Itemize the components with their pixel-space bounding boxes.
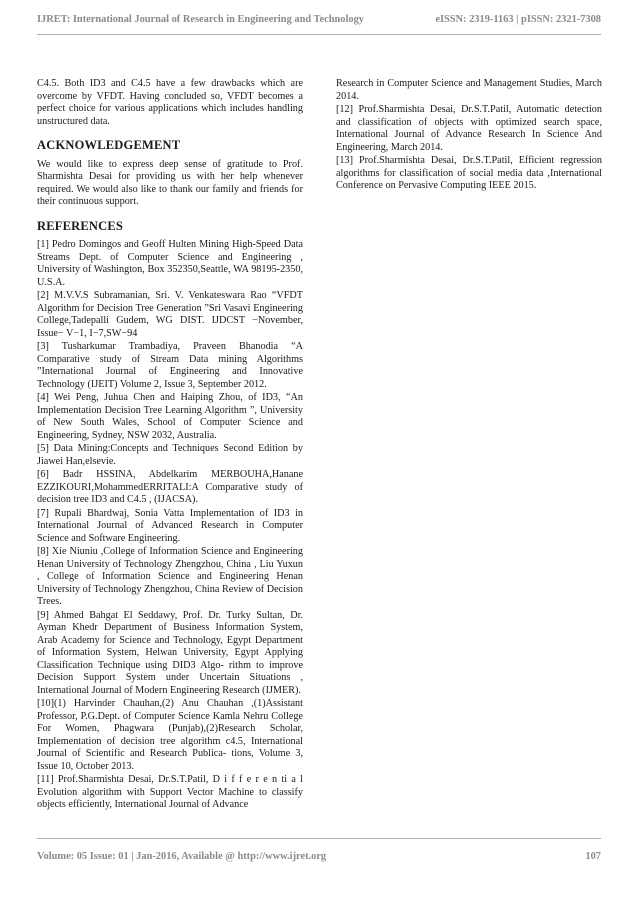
intro-paragraph: C4.5. Both ID3 and C4.5 have a few drawbacks which are overcome by VFDT. Having concluded so, VFDT becomes a perfect choice for various applications which includes handling unstructured data. xyxy=(37,78,303,127)
reference-item: Research in Computer Science and Management Studies, March 2014. xyxy=(336,78,602,102)
reference-item: [6] Badr HSSINA, Abdelkarim MERBOUHA,Hanane EZZIKOURI,MohammedERRITALI:A Comparative study of decision tree ID3 and C4.5 , (IJACSA). xyxy=(37,469,303,505)
right-column xyxy=(336,78,602,194)
page-number: 107 xyxy=(585,851,601,862)
reference-item: [10](1) Harvinder Chauhan,(2) Anu Chauhan ,(1)Assistant Professor, P.G.Dept. of Computer Science Kamla Nehru College For Women, Phagwara (Punjab),(2)Research Scholar, Implementation of decision tree algorithm c4.5, International Journal of Scientific and Research Publica- tions, Volume 3, Issue 10, October 2013. xyxy=(37,698,303,772)
page-footer xyxy=(37,851,601,862)
reference-item: [3] Tusharkumar Trambadiya, Praveen Bhanodia “A Comparative study of Stream Data mining Algorithms ”International Journal of Engineering and Innovative Technology (IJEIT) Volume 2, Issue 3, September 2012. xyxy=(37,341,303,390)
acknowledgement-text: We would like to express deep sense of gratitude to Prof. Sharmishta Desai for providing us with her help whenever required. We would also like to thank our family and friends for their continuous support. xyxy=(37,158,303,207)
header-divider xyxy=(37,34,601,35)
acknowledgement-heading: ACKNOWLEDGEMENT xyxy=(37,138,181,152)
volume-info: Volume: 05 Issue: 01 | Jan-2016, Available @ http://www.ijret.org xyxy=(37,851,327,862)
reference-item: [12] Prof.Sharmishta Desai, Dr.S.T.Patil, Automatic detection and classification of objects with optimized search space, International Journal of Advance Research In Science And Engineering, March 2014. xyxy=(336,104,602,153)
reference-item: [1] Pedro Domingos and Geoff Hulten Mining High-Speed Data Streams Dept. of Computer Science and Engineering , University of Washington, Box 352350,Seattle, WA 98195-2350, U.S.A. xyxy=(37,239,303,288)
page-header xyxy=(37,14,601,25)
reference-item: [4] Wei Peng, Juhua Chen and Haiping Zhou, of ID3, “An Implementation Decision Tree Learning Algorithm ”, University of New South Wales, School of Computer Science and Engineering, Sydney, NSW 2032, Australia. xyxy=(37,392,303,441)
issn-info: eISSN: 2319-1163 | pISSN: 2321-7308 xyxy=(435,14,601,25)
references-heading: REFERENCES xyxy=(37,218,124,233)
reference-item: [2] M.V.V.S Subramanian, Sri. V. Venkateswara Rao “VFDT Algorithm for Decision Tree Generation ”Sri Vasavi Engineering College,Tadepalli Gudem, WG DIST. IJDCST −November, Issue− V−1, I−7,SW−94 xyxy=(37,290,303,339)
reference-item: [5] Data Mining:Concepts and Techniques Second Edition by Jiawei Han,elsevie. xyxy=(37,443,303,467)
reference-item: [13] Prof.Sharmishta Desai, Dr.S.T.Patil, Efficient regression algorithms for classification of social media data ,International Conference on Pervasive Computing IEEE 2015. xyxy=(336,155,602,191)
left-column xyxy=(37,78,303,813)
reference-item: [9] Ahmed Bahgat El Seddawy, Prof. Dr. Turky Sultan, Dr. Ayman Khedr Department of Business Information System, Arab Academy for Science and Technology, Egypt Department of Information System, Helwan University, Egypt Applying Classification Technique using DID3 Algo- rithm to improve Decision Support System under Uncertain Situations , International Journal of Modern Engineering Research (IJMER). xyxy=(37,609,303,696)
reference-item: [7] Rupali Bhardwaj, Sonia Vatta Implementation of ID3 in International Journal of Advanced Research in Computer Science and Software Engineering. xyxy=(37,507,303,544)
reference-item: [11] Prof.Sharmishta Desai, Dr.S.T.Patil, D i f f e r e n ti a l Evolution algorithm with Support Vector Machine to classify objects efficiently, International Journal of Advance xyxy=(37,774,303,810)
footer-divider xyxy=(37,838,601,839)
reference-item: [8] Xie Niuniu ,College of Information Science and Engineering Henan University of Technology Zhengzhou, China , Liu Yuxun , College of Information Science and Engineering Henan University of Technology Zhengzhou, China Review of Decision Trees. xyxy=(37,546,303,607)
journal-title: IJRET: International Journal of Research in Engineering and Technology xyxy=(37,14,364,25)
